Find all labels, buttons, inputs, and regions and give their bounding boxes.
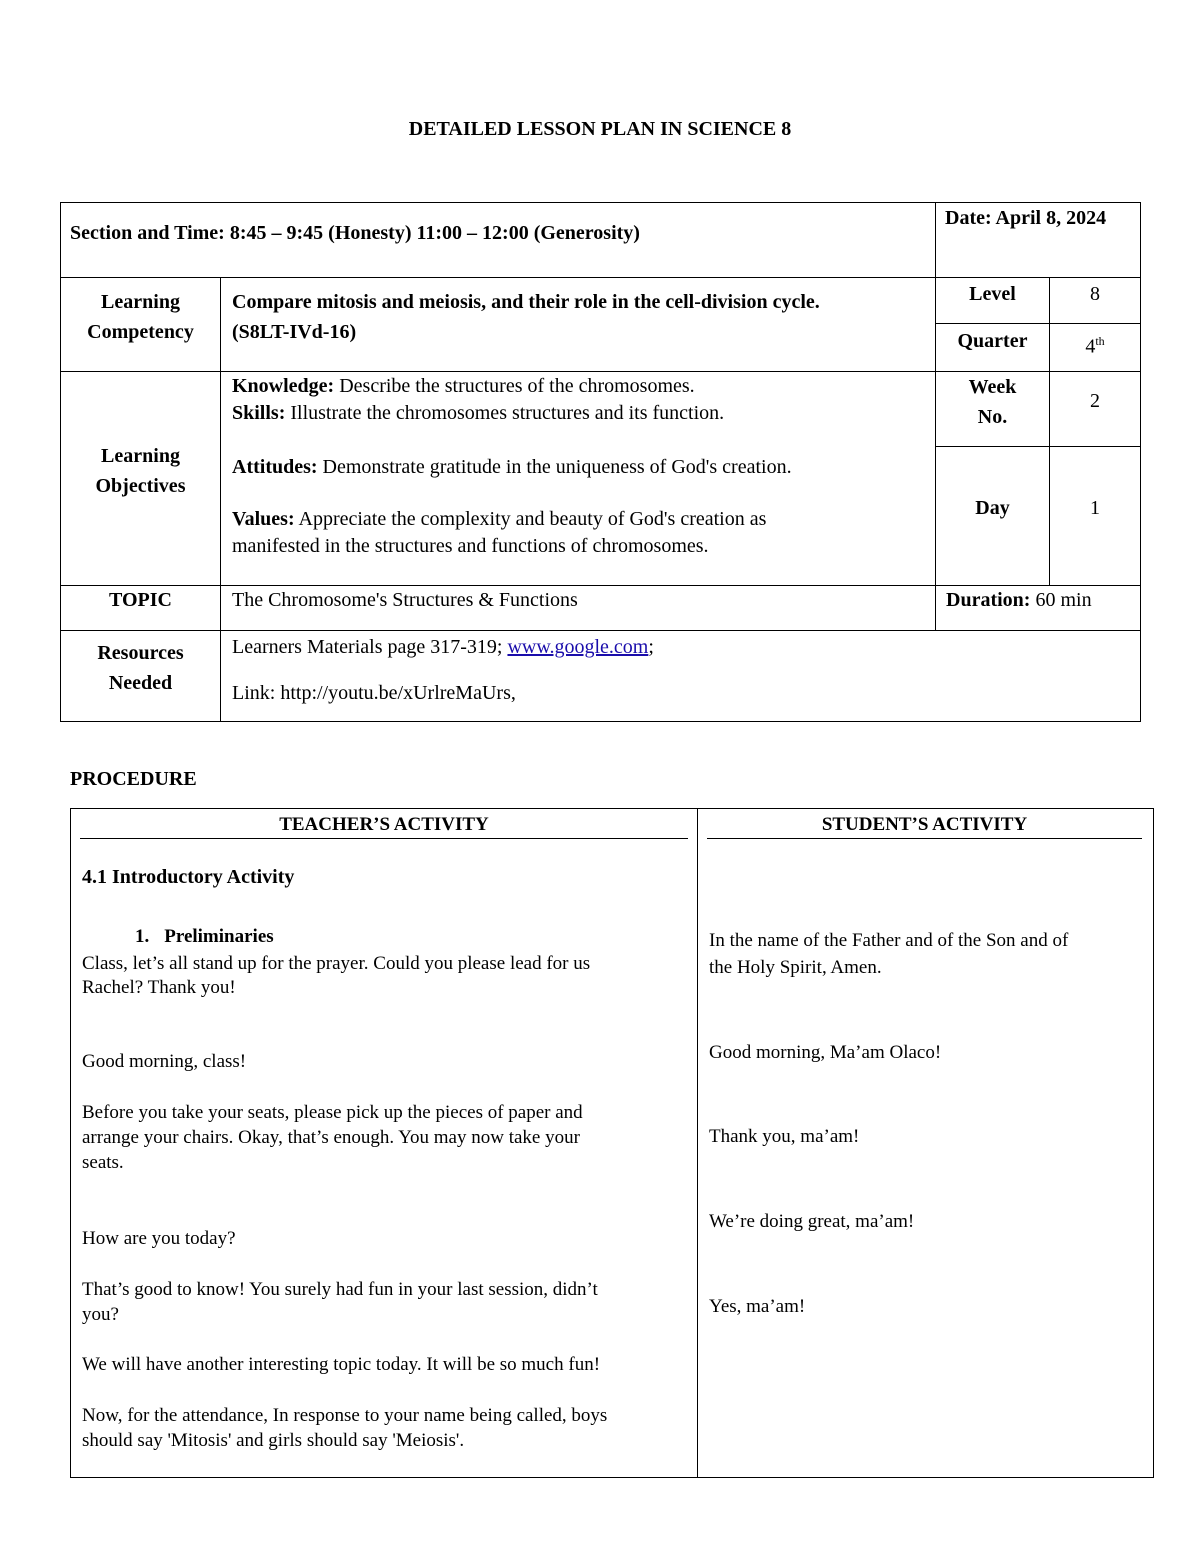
learning-objectives-label: Learning Objectives (95, 445, 186, 497)
teacher-activity-header: TEACHER’S ACTIVITY (279, 814, 489, 835)
teacher-line: arrange your chairs. Okay, that’s enough. You may now take your (82, 1127, 580, 1148)
week-label: Week No. (968, 376, 1017, 428)
resources-materials: Learners Materials page 317-319; www.google.com; (232, 636, 654, 658)
procedure-heading: PROCEDURE (70, 768, 197, 790)
preliminaries-item: 1. Preliminaries (135, 926, 274, 947)
teacher-line: Class, let’s all stand up for the prayer. Could you please lead for us (82, 953, 591, 974)
teacher-line: That’s good to know! You surely had fun in your last session, didn’t (82, 1279, 598, 1300)
learning-competency-label: Learning Competency (87, 291, 194, 343)
resources-video-link: Link: http://youtu.be/xUrlreMaUrs, (232, 682, 516, 704)
teacher-line: Now, for the attendance, In response to your name being called, boys (82, 1405, 608, 1426)
duration: Duration: 60 min (946, 589, 1092, 611)
teacher-line: We will have another interesting topic today. It will be so much fun! (82, 1354, 601, 1375)
student-line: the Holy Spirit, Amen. (709, 957, 882, 978)
document-title: DETAILED LESSON PLAN IN SCIENCE 8 (408, 118, 792, 140)
teacher-line: How are you today? (82, 1228, 236, 1249)
student-activity-header: STUDENT’S ACTIVITY (821, 814, 1028, 835)
teacher-line: Rachel? Thank you! (82, 977, 236, 998)
week-value: 2 (1090, 390, 1100, 412)
lesson-date: Date: April 8, 2024 (945, 207, 1107, 229)
section-time: Section and Time: 8:45 – 9:45 (Honesty) 11:00 – 12:00 (Generosity) (70, 222, 640, 244)
knowledge-objective: Knowledge: Describe the structures of the chromosomes. (232, 375, 695, 397)
student-line: Good morning, Ma’am Olaco! (709, 1042, 942, 1063)
resources-label: Resources Needed (97, 642, 184, 694)
topic-label: TOPIC (109, 589, 172, 611)
teacher-line: Good morning, class! (82, 1051, 247, 1072)
topic-value: The Chromosome's Structures & Functions (232, 589, 578, 611)
student-line: Thank you, ma’am! (709, 1126, 860, 1147)
teacher-line: Before you take your seats, please pick up the pieces of paper and (82, 1102, 583, 1123)
quarter-label: Quarter (957, 330, 1028, 352)
learning-competency-text: Compare mitosis and meiosis, and their role in the cell-division cycle. (S8LT-IVd-16) (232, 291, 820, 343)
student-line: Yes, ma’am! (709, 1296, 806, 1317)
introductory-activity-title: 4.1 Introductory Activity (82, 866, 295, 888)
student-line: We’re doing great, ma’am! (709, 1211, 915, 1232)
google-link[interactable]: www.google.com (507, 636, 649, 658)
teacher-line: seats. (82, 1152, 124, 1173)
student-line: In the name of the Father and of the Son and of (709, 930, 1069, 951)
skills-objective: Skills: Illustrate the chromosomes structures and its function. (232, 402, 725, 424)
quarter-value: 4th (1085, 334, 1105, 358)
attitudes-objective: Attitudes: Demonstrate gratitude in the uniqueness of God's creation. (232, 456, 792, 478)
teacher-line: should say 'Mitosis' and girls should say 'Meiosis'. (82, 1430, 465, 1451)
level-label: Level (969, 283, 1016, 305)
day-value: 1 (1090, 497, 1100, 519)
day-label: Day (975, 497, 1010, 519)
values-objective: Values: Appreciate the complexity and beauty of God's creation as manifested in the structures and functions of chromosomes. (232, 508, 767, 557)
level-value: 8 (1090, 283, 1100, 305)
teacher-line: you? (82, 1304, 119, 1325)
